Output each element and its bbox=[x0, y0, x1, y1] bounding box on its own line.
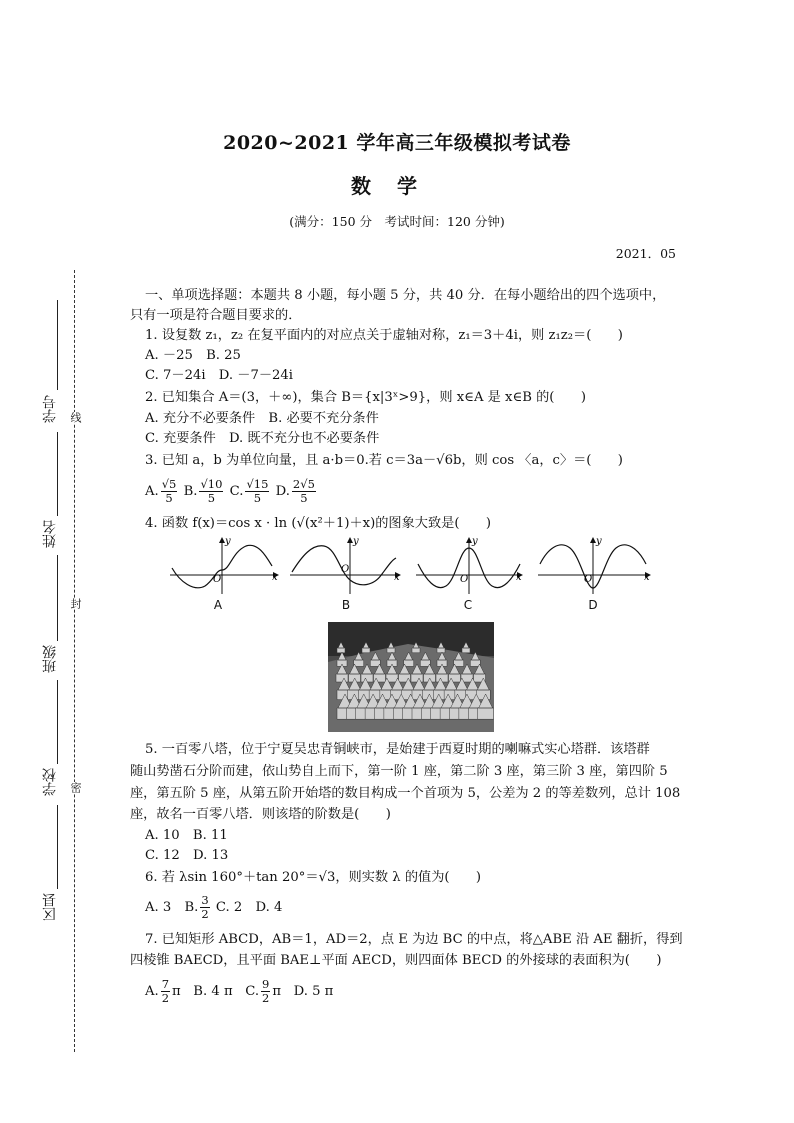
section-heading-cont: 只有一项是符合题目要求的． bbox=[130, 308, 302, 323]
side-underline bbox=[57, 680, 58, 764]
graph-c-x-label: x bbox=[516, 572, 522, 583]
graph-c-origin: O bbox=[460, 574, 469, 585]
q7-option-c-label: C. bbox=[245, 984, 260, 999]
q7-option-a-fraction bbox=[161, 978, 170, 1005]
graph-c-y-label: y bbox=[472, 536, 478, 547]
graph-a-y-label: y bbox=[225, 536, 231, 547]
q4-stem: 4. 函数 f(x)＝cos x · ln (√(x²＋1)＋x)的图象大致是( ) bbox=[145, 516, 492, 531]
q1-options-cd: C. 7－24i D. －7－24i bbox=[145, 368, 294, 383]
q5-line4: 座，故名一百零八塔．则该塔的阶数是( ) bbox=[130, 807, 391, 822]
graph-a-label: A bbox=[213, 598, 223, 612]
graph-b-y-label: y bbox=[353, 536, 359, 547]
q3-option-a-fraction bbox=[161, 478, 178, 505]
side-underline bbox=[57, 300, 58, 390]
binding-dashed-line bbox=[74, 270, 75, 1052]
q3-stem: 3. 已知 a，b 为单位向量，且 a·b＝0.若 c＝3a－√6b，则 cos 〈a，c〉＝( ) bbox=[145, 453, 623, 468]
q3-options bbox=[145, 472, 318, 512]
q7-line2: 四棱锥 BAECD，且平面 BAE⊥平面 AECD，则四面体 BECD 的外接球的表面积为( ) bbox=[130, 953, 662, 968]
q3-option-b-label: B. bbox=[183, 484, 198, 499]
graph-b-origin: O bbox=[341, 564, 350, 575]
q5-line2: 随山势凿石分阶而建，依山势自上而下，第一阶 1 座，第二阶 3 座，第三阶 3 座，第四阶 5 bbox=[130, 764, 668, 779]
q1-options-ab: A. －25 B. 25 bbox=[145, 348, 241, 363]
side-label-class: 班级 bbox=[42, 645, 58, 673]
q3-option-d-numerator: 2√5 bbox=[292, 477, 315, 491]
graph-a bbox=[170, 536, 278, 594]
q4-graphs bbox=[160, 534, 660, 596]
graph-c-label: C bbox=[463, 598, 473, 612]
q5-options-cd: C. 12 D. 13 bbox=[145, 848, 229, 863]
seal-char-seal: 封 bbox=[69, 598, 82, 609]
q7-option-c-fraction bbox=[261, 978, 270, 1005]
seal-char-line: 线 bbox=[69, 412, 82, 423]
side-label-student-id: 学号 bbox=[42, 395, 58, 423]
graph-a-x-label: x bbox=[272, 572, 278, 583]
q7-option-d: D. 5 π bbox=[293, 984, 334, 999]
side-underline bbox=[57, 555, 58, 641]
graph-d bbox=[538, 536, 650, 594]
q6-option-cd: C. 2 D. 4 bbox=[215, 900, 283, 915]
q5-line1: 5. 一百零八塔，位于宁夏吴忠青铜峡市，是始建于西夏时期的喇嘛式实心塔群．该塔群 bbox=[145, 742, 650, 757]
q2-options-cd: C. 充要条件 D. 既不充分也不必要条件 bbox=[145, 431, 380, 446]
q6-option-b-fraction bbox=[200, 894, 209, 921]
q7-option-c-denominator: 2 bbox=[262, 991, 270, 1005]
side-label-district: 区县 bbox=[42, 893, 58, 921]
q7-option-a-suffix: π bbox=[172, 984, 181, 999]
side-label-school: 学校 bbox=[42, 768, 58, 796]
graph-c bbox=[416, 536, 522, 594]
q3-option-c-denominator: 5 bbox=[253, 491, 262, 505]
q7-option-a-denominator: 2 bbox=[161, 991, 170, 1005]
q7-option-c-numerator: 9 bbox=[262, 977, 270, 991]
graph-a-origin: O bbox=[213, 574, 222, 585]
q2-stem: 2. 已知集合 A＝(3，＋∞)，集合 B＝{x|3ˣ>9}，则 x∈A 是 x∈B 的( ) bbox=[145, 390, 586, 405]
graph-d-y-label: y bbox=[596, 536, 602, 547]
exam-title: 2020~2021 学年高三年级模拟考试卷 bbox=[223, 132, 571, 154]
q3-option-d-label: D. bbox=[275, 484, 290, 499]
graph-d-x-label: x bbox=[644, 572, 650, 583]
exam-date: 2021．05 bbox=[615, 246, 676, 261]
side-label-name: 姓名 bbox=[42, 520, 58, 548]
q3-option-a-denominator: 5 bbox=[165, 491, 173, 505]
q3-option-c-numerator: √15 bbox=[246, 477, 269, 491]
q7-line1: 7. 已知矩形 ABCD，AB＝1，AD＝2，点 E 为边 BC 的中点，将△ABE 沿 AE 翻折，得到 bbox=[145, 932, 683, 947]
section-heading: 一、单项选择题：本题共 8 小题，每小题 5 分，共 40 分．在每小题给出的四个选项中， bbox=[145, 288, 666, 303]
q3-option-c-label: C. bbox=[229, 484, 244, 499]
q3-option-d-denominator: 5 bbox=[300, 491, 308, 505]
graph-b bbox=[290, 536, 400, 594]
q3-option-d-fraction bbox=[292, 478, 316, 505]
q7-option-a-label: A. bbox=[145, 984, 159, 999]
q3-option-a-numerator: √5 bbox=[161, 477, 177, 491]
q7-option-b: B. 4 π bbox=[193, 984, 233, 999]
q3-option-a-label: A. bbox=[145, 484, 159, 499]
graph-d-label: D bbox=[588, 598, 598, 612]
q3-option-b-denominator: 5 bbox=[207, 491, 216, 505]
graph-d-origin: O bbox=[584, 574, 593, 585]
q7-options bbox=[145, 972, 333, 1012]
seal-char-secret: 密 bbox=[69, 782, 82, 793]
q6-option-b-denominator: 2 bbox=[201, 907, 209, 921]
q3-option-c-fraction bbox=[245, 478, 269, 505]
q7-option-c-suffix: π bbox=[272, 984, 282, 999]
q6-stem: 6. 若 λsin 160°＋tan 20°＝√3，则实数 λ 的值为( ) bbox=[145, 870, 482, 885]
graph-b-x-label: x bbox=[394, 572, 400, 583]
q2-options-ab: A. 充分不必要条件 B. 必要不充分条件 bbox=[145, 411, 379, 426]
q6-option-ab: A. 3 B. bbox=[145, 900, 199, 915]
subject-title: 数学 bbox=[351, 174, 443, 198]
q3-option-b-fraction bbox=[199, 478, 223, 505]
exam-info: (满分：150 分 考试时间：120 分钟) bbox=[289, 214, 505, 229]
q1-stem: 1. 设复数 z₁，z₂ 在复平面内的对应点关于虚轴对称，z₁＝3＋4i，则 z₁z₂＝( ) bbox=[145, 328, 623, 343]
q6-options bbox=[145, 888, 282, 928]
q6-option-b-numerator: 3 bbox=[201, 893, 209, 907]
q5-options-ab: A. 10 B. 11 bbox=[145, 828, 228, 843]
q3-option-b-numerator: √10 bbox=[200, 477, 223, 491]
side-underline bbox=[57, 432, 58, 516]
q7-option-a-numerator: 7 bbox=[161, 977, 170, 991]
side-underline bbox=[57, 805, 58, 889]
q5-line3: 座，第五阶 5 座，从第五阶开始塔的数目构成一个首项为 5，公差为 2 的等差数列，总计 108 bbox=[130, 786, 681, 801]
graph-b-label: B bbox=[341, 598, 351, 612]
pagoda-photo bbox=[328, 622, 494, 732]
